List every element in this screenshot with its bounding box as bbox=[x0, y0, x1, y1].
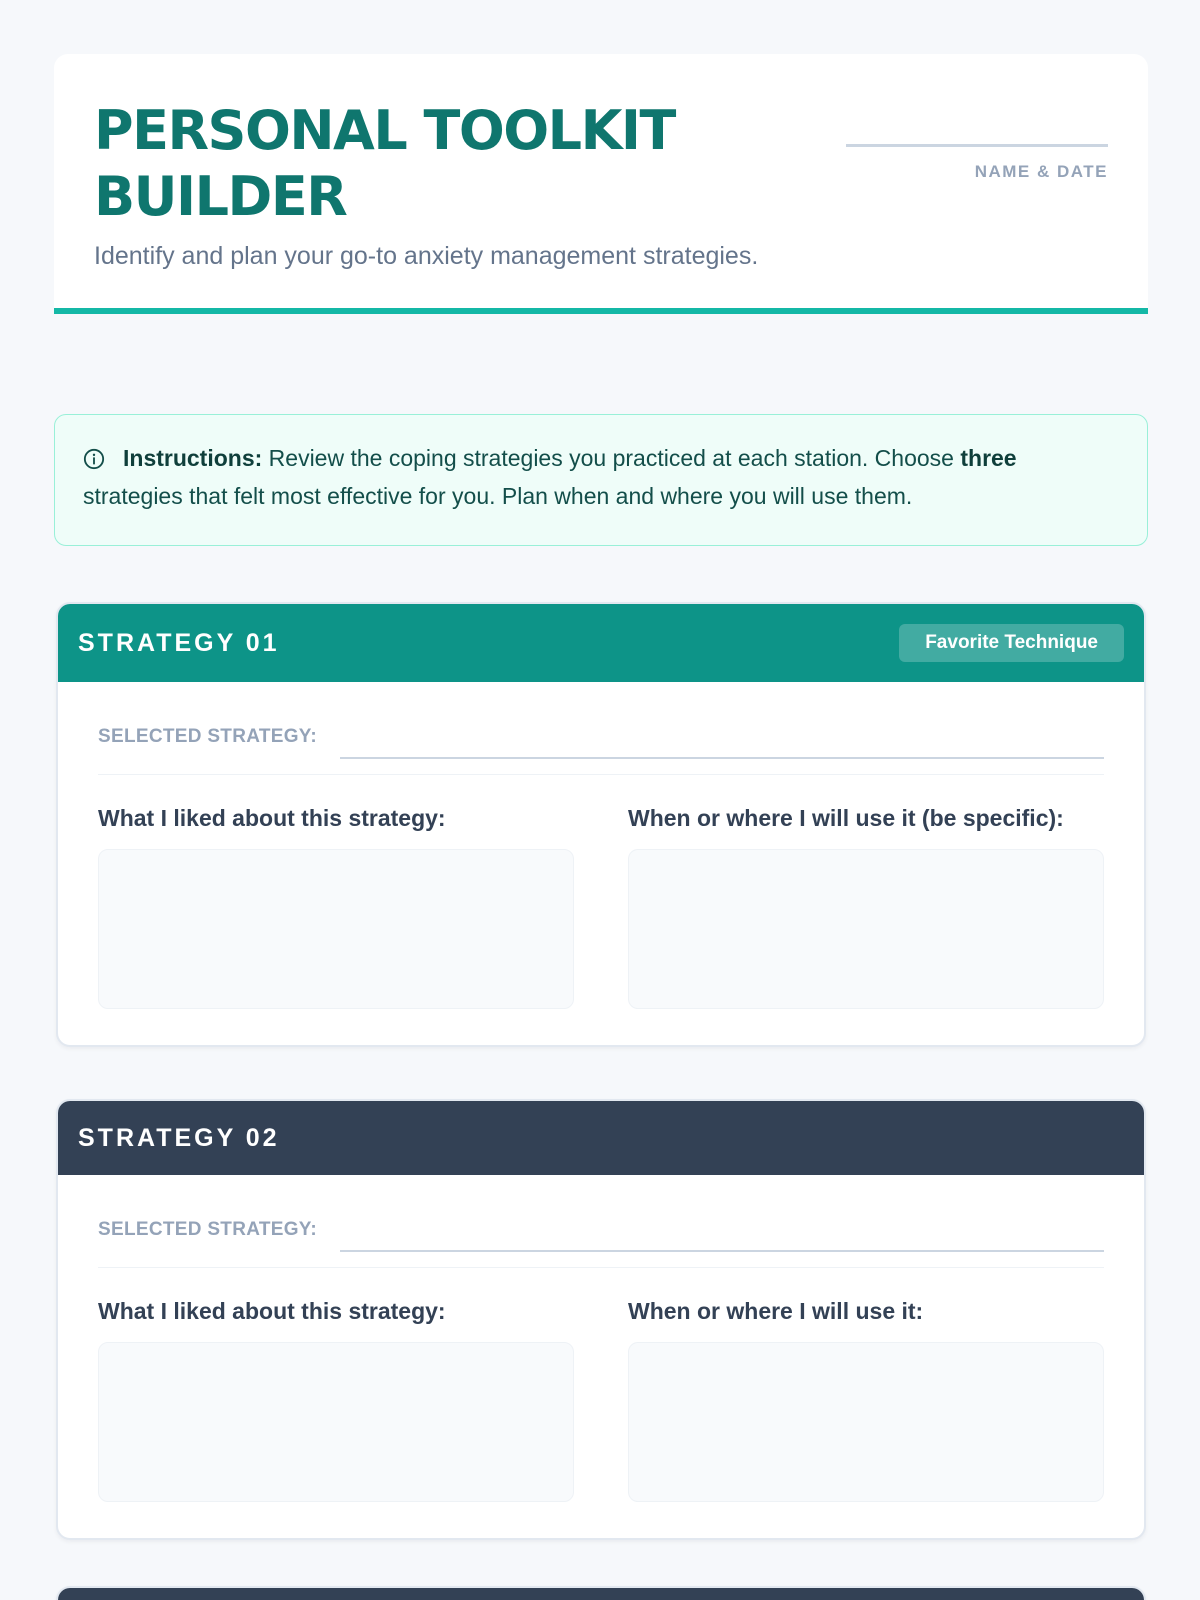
strategy-header-01 bbox=[58, 604, 1144, 682]
favorite-technique-badge: Favorite Technique bbox=[899, 624, 1124, 662]
selected-strategy-field[interactable] bbox=[340, 1250, 1104, 1252]
when-where-answer-box[interactable] bbox=[628, 1342, 1104, 1502]
instructions-label: Instructions: bbox=[123, 445, 263, 471]
strategy-card-02 bbox=[56, 1099, 1146, 1540]
instructions-emphasis: three bbox=[960, 445, 1017, 471]
instructions-text-before: Review the coping strategies you practiced at each station. Choose bbox=[262, 445, 961, 471]
selected-strategy-field[interactable] bbox=[340, 757, 1104, 759]
when-where-label: When or where I will use it (be specific): bbox=[628, 805, 1064, 831]
liked-label: What I liked about this strategy: bbox=[98, 805, 446, 831]
page-title: PERSONAL TOOLKIT BUILDER bbox=[94, 99, 675, 228]
strategy-header-03 bbox=[58, 1588, 1144, 1600]
when-where-label: When or where I will use it: bbox=[628, 1298, 924, 1324]
liked-answer-box[interactable] bbox=[98, 849, 574, 1009]
worksheet-page bbox=[54, 54, 1148, 1324]
instructions-box bbox=[54, 414, 1148, 546]
worksheet-header bbox=[54, 54, 1148, 314]
info-icon bbox=[83, 448, 105, 470]
strategy-card-03 bbox=[56, 1586, 1146, 1600]
strategy-header-02 bbox=[58, 1101, 1144, 1175]
when-where-answer-box[interactable] bbox=[628, 849, 1104, 1009]
name-date-label: NAME & DATE bbox=[974, 162, 1108, 181]
liked-label: What I liked about this strategy: bbox=[98, 1298, 446, 1324]
strategy-card-01 bbox=[56, 602, 1146, 1047]
strategy-title: STRATEGY 01 bbox=[78, 629, 280, 657]
page-subtitle: Identify and plan your go-to anxiety management strategies. bbox=[94, 242, 759, 270]
selected-strategy-label: SELECTED STRATEGY: bbox=[98, 726, 317, 747]
liked-answer-box[interactable] bbox=[98, 1342, 574, 1502]
name-date-field[interactable] bbox=[846, 144, 1108, 147]
strategy-title: STRATEGY 02 bbox=[78, 1124, 280, 1152]
instructions-text-after: strategies that felt most effective for you. Plan when and where you will use them. bbox=[83, 483, 913, 509]
selected-strategy-label: SELECTED STRATEGY: bbox=[98, 1219, 317, 1240]
